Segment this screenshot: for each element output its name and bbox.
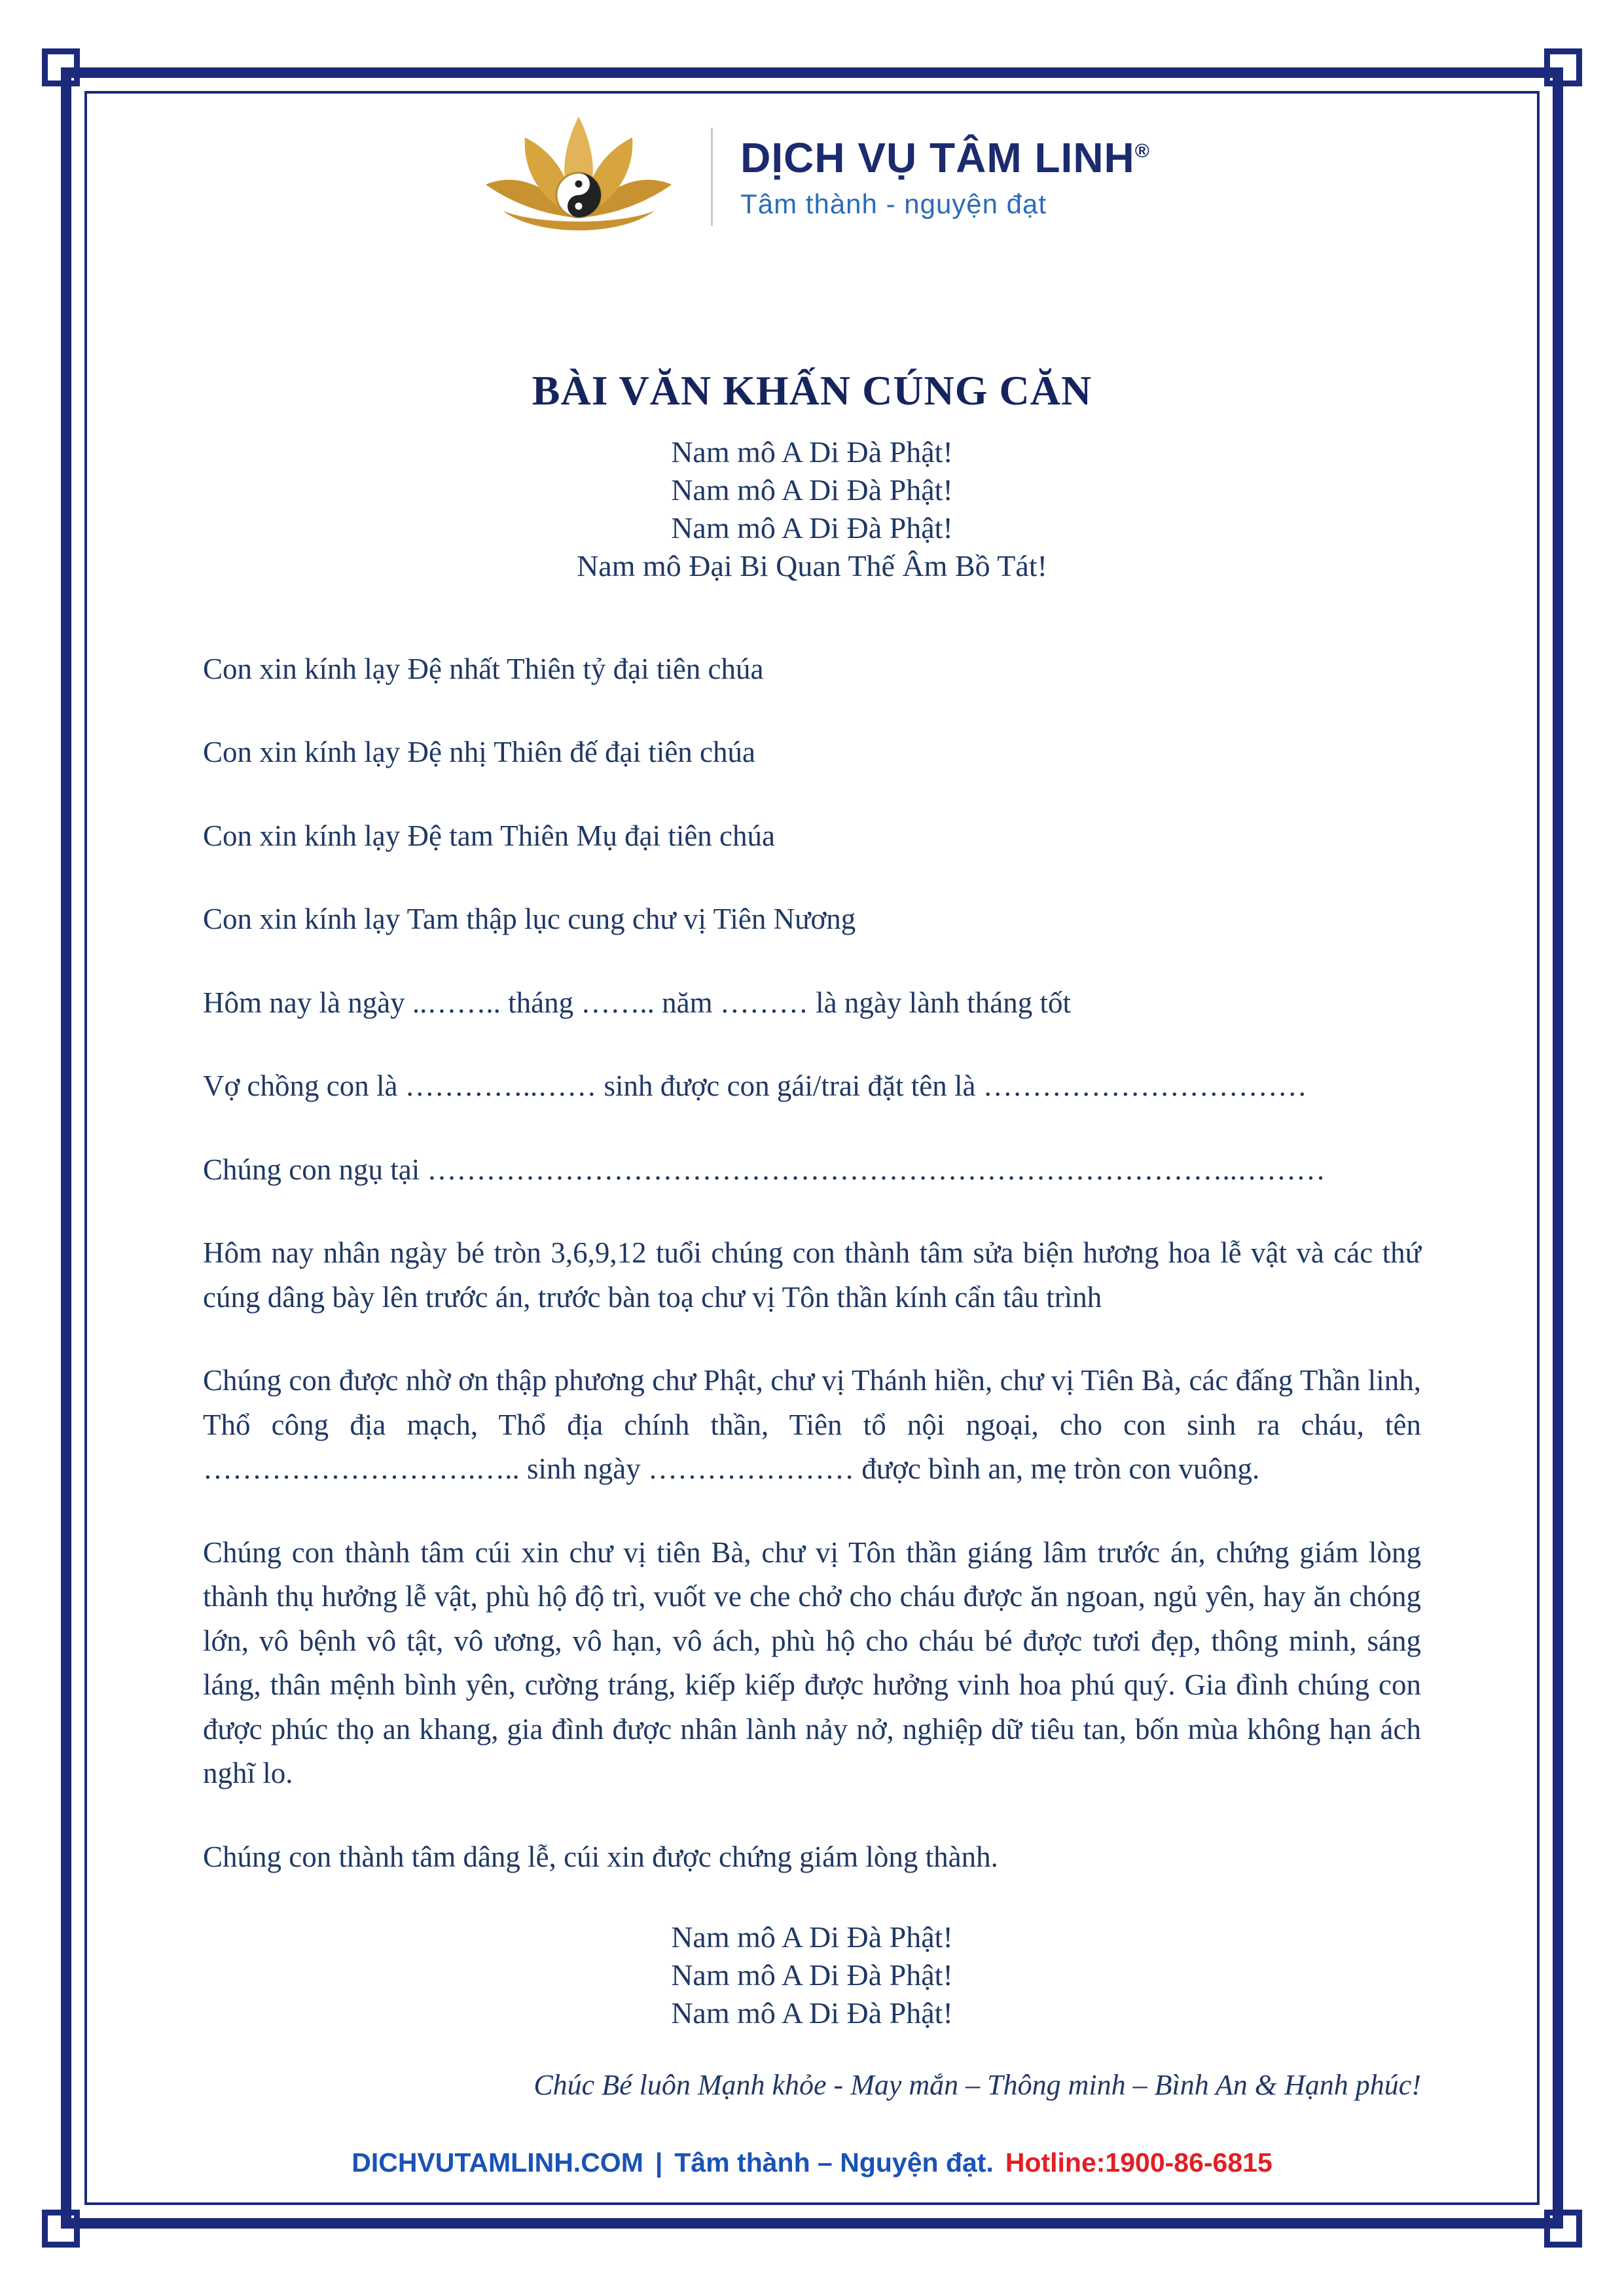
brand-block: [740, 134, 1150, 220]
prayer-paragraph: Hôm nay nhân ngày bé tròn 3,6,9,12 tuổi chúng con thành tâm sửa biện hương hoa lễ vật và các thứ cúng dâng bày lên trước án, trước bàn toạ chư vị Tôn thần kính cẩn tâu trình: [203, 1236, 1421, 1314]
prayer-paragraph: Chúng con được nhờ ơn thập phương chư Phật, chư vị Thánh hiền, chư vị Tiên Bà, các đấng Thần linh, Thổ công địa mạch, Thổ địa chính thần, Tiên tổ nội ngoại, cho con sinh ra cháu, tên ……………………….….. sinh ngày ………………… được bình an, mẹ tròn con vuông.: [203, 1364, 1421, 1486]
document-content: [203, 108, 1421, 2102]
document-title: BÀI VĂN KHẤN CÚNG CĂN: [532, 367, 1092, 414]
prayer-paragraph: Con xin kính lạy Đệ nhất Thiên tỷ đại tiên chúa: [203, 652, 764, 685]
brand-tagline: Tâm thành - nguyện đạt: [740, 188, 1047, 219]
footer-hotline: Hotline:1900-86-6815: [1005, 2147, 1272, 2178]
header-logo: [203, 108, 1421, 245]
frame-corner-ornament: [42, 48, 80, 86]
frame-corner-ornament: [42, 2210, 80, 2248]
prayer-paragraph: Con xin kính lạy Đệ nhị Thiên đế đại tiên chúa: [203, 736, 755, 769]
prayer-paragraph: Hôm nay là ngày ..…….. tháng …….. năm ……… là ngày lành tháng tốt: [203, 986, 1072, 1019]
prayer-paragraph: Con xin kính lạy Tam thập lục cung chư vị Tiên Nương: [203, 903, 856, 936]
closing-invocations: [203, 1918, 1421, 2032]
footer-separator: |: [655, 2147, 663, 2178]
prayer-paragraph: Chúng con ngụ tại ………………………………………………………………………..………: [203, 1153, 1326, 1186]
invocation-line: Nam mô A Di Đà Phật!: [671, 1920, 953, 1954]
brand-name: [740, 134, 1150, 182]
website-text: DICHVUTAMLINH.COM: [352, 2147, 643, 2178]
brand-name-text: DỊCH VỤ TÂM LINH: [740, 134, 1135, 181]
frame-corner-ornament: [1544, 2210, 1582, 2248]
prayer-paragraph: Con xin kính lạy Đệ tam Thiên Mụ đại tiên chúa: [203, 819, 776, 852]
lotus-yinyang-icon: [474, 111, 683, 242]
prayer-paragraph: Chúng con thành tâm cúi xin chư vị tiên Bà, chư vị Tôn thần giáng lâm trước án, chứng giám lòng thành thụ hưởng lễ vật, phù hộ độ trì, vuốt ve che chở cho cháu được ăn ngoan, ngủ yên, hay ăn chóng lớn, vô bệnh vô tật, vô ương, vô hạn, vô ách, phù hộ cho cháu bé được tươi đẹp, thông minh, sáng láng, thân mệnh bình yên, cường tráng, kiếp kiếp được hưởng vinh hoa phú quý. Gia đình chúng con được phúc thọ an khang, gia đình được nhân lành nảy nở, nghiệp dữ tiêu tan, bốn mùa không hạn ách nghĩ lo.: [203, 1535, 1421, 1790]
registered-mark: ®: [1134, 140, 1150, 162]
prayer-paragraph: Chúng con thành tâm dâng lễ, cúi xin được chứng giám lòng thành.: [203, 1840, 998, 1873]
closing-wish: Chúc Bé luôn Mạnh khỏe - May mắn – Thông minh – Bình An & Hạnh phúc!: [533, 2069, 1421, 2102]
invocation-line: Nam mô A Di Đà Phật!: [671, 1996, 953, 2030]
footer-slogan: Tâm thành – Nguyện đạt.: [674, 2147, 994, 2178]
invocation-line: Nam mô A Di Đà Phật!: [671, 473, 953, 507]
footer: [0, 2147, 1624, 2178]
invocation-line: Nam mô A Di Đà Phật!: [671, 511, 953, 545]
invocation-line: Nam mô A Di Đà Phật!: [671, 1958, 953, 1992]
invocation-line: Nam mô A Di Đà Phật!: [671, 435, 953, 469]
prayer-body: [203, 647, 1421, 1880]
opening-invocations: [203, 433, 1421, 585]
invocation-line: Nam mô Đại Bi Quan Thế Âm Bồ Tát!: [577, 548, 1047, 583]
logo-divider: [711, 128, 713, 226]
prayer-paragraph: Vợ chồng con là …………..…… sinh được con gái/trai đặt tên là ……………………………: [203, 1069, 1307, 1103]
frame-corner-ornament: [1544, 48, 1582, 86]
